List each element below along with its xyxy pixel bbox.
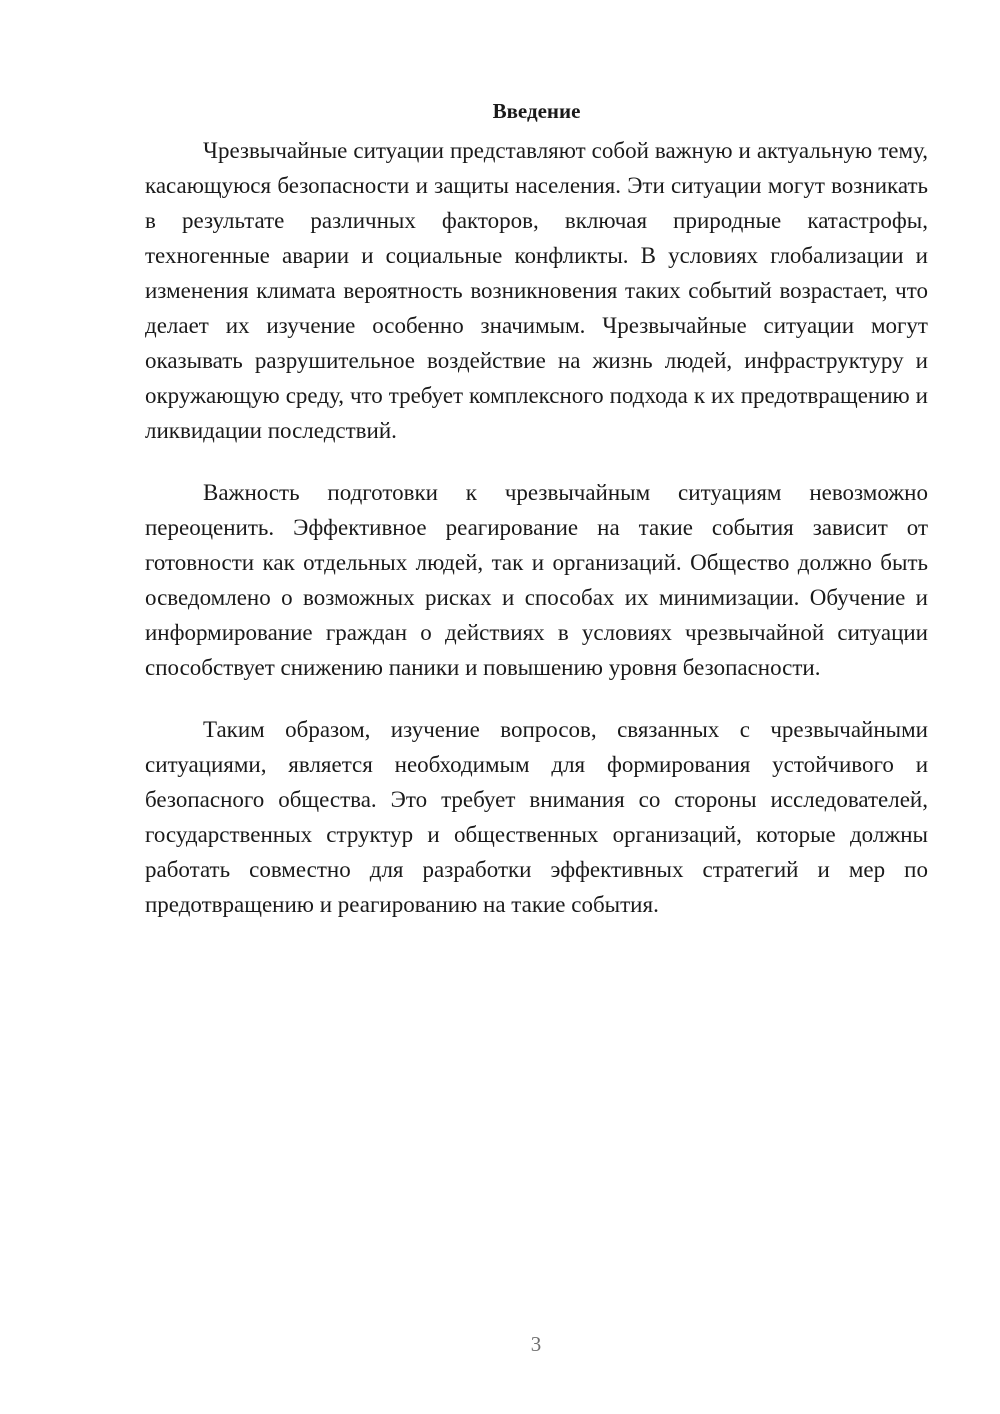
- paragraph-3: Таким образом, изучение вопросов, связанных с чрезвычайными ситуациями, является необходимым для формирования устойчивого и безопасного общества. Это требует внимания со стороны исследователей, государственных структур и общественных организаций, которые должны работать совместно для разработки эффективных стратегий и мер по предотвращению и реагированию на такие события.: [145, 717, 928, 917]
- page-number: 3: [530, 1332, 542, 1356]
- paragraph-2: Важность подготовки к чрезвычайным ситуациям невозможно переоценить. Эффективное реагирование на такие события зависит от готовности как отдельных людей, так и организаций. Общество должно быть осведомлено о возможных рисках и способах их минимизации. Обучение и информирование граждан о действиях в условиях чрезвычайной ситуации способствует снижению паники и повышению уровня безопасности.: [145, 480, 928, 680]
- section-title: Введение: [492, 99, 581, 123]
- paragraph-1: Чрезвычайные ситуации представляют собой важную и актуальную тему, касающуюся безопасности и защиты населения. Эти ситуации могут возникать в результате различных факторов, включая природные катастрофы, техногенные аварии и социальные конфликты. В условиях глобализации и изменения климата вероятность возникновения таких событий возрастает, что делает их изучение особенно значимым. Чрезвычайные ситуации могут оказывать разрушительное воздействие на жизнь людей, инфраструктуру и окружающую среду, что требует комплексного подхода к их предотвращению и ликвидации последствий.: [145, 138, 928, 443]
- page-content: [145, 96, 928, 949]
